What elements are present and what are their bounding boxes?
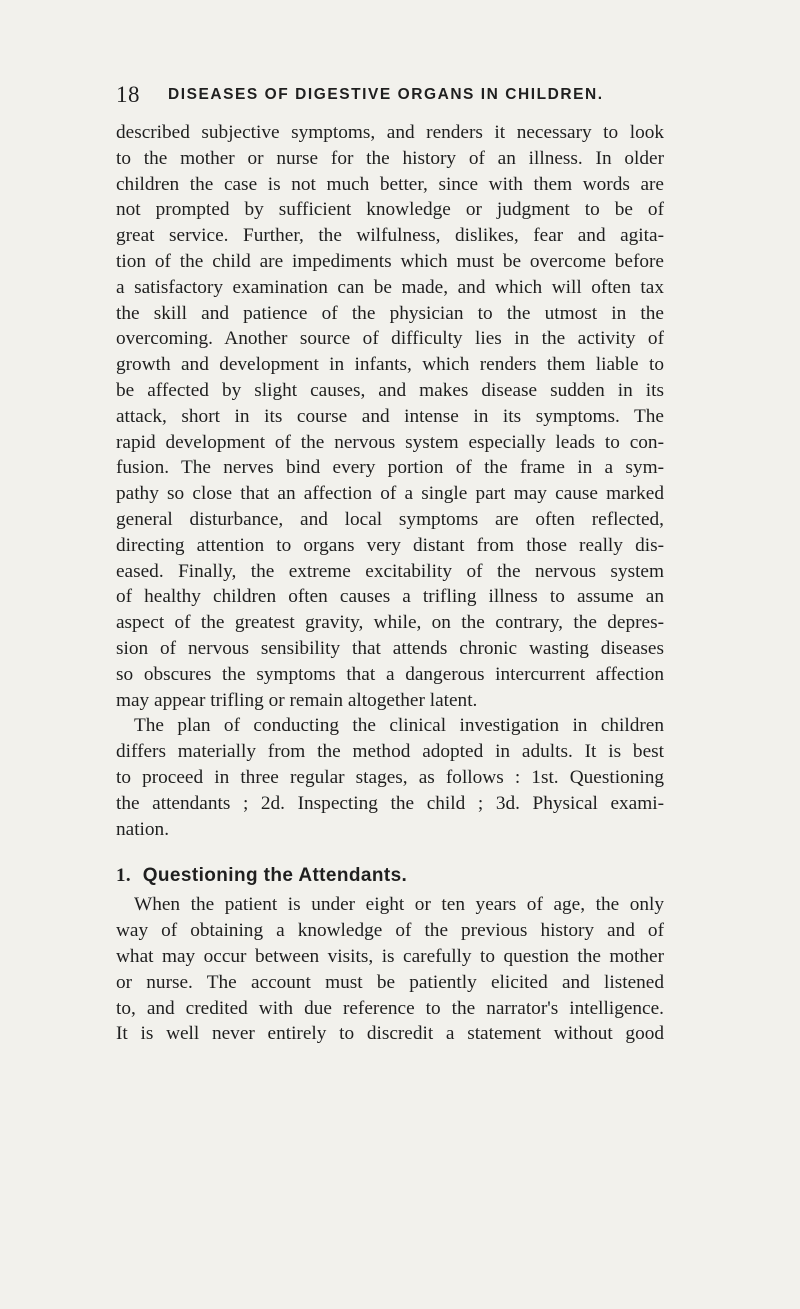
paragraph-continuation: [116, 120, 664, 713]
text-line: overcoming. Another source of difficulty lies in the activity of: [116, 328, 664, 350]
text-line: the attendants ; 2d. Inspecting the child ; 3d. Physical exami-: [116, 792, 664, 814]
text-line: or nurse. The account must be patiently elicited and listened: [116, 971, 664, 993]
text-line: what may occur between visits, is carefully to question the mother: [116, 945, 664, 967]
text-line: directing attention to organs very distant from those really dis-: [116, 534, 664, 556]
text-line: nation.: [116, 818, 170, 840]
section-heading: [116, 862, 664, 890]
text-line: general disturbance, and local symptoms are often reflected,: [116, 508, 664, 530]
text-line: way of obtaining a knowledge of the previous history and of: [116, 920, 664, 942]
text-line: pathy so close that an affection of a single part may cause marked: [116, 483, 664, 505]
page-number: 18: [116, 82, 140, 107]
section-number: 1.: [116, 865, 132, 887]
text-line: may appear trifling or remain altogether latent.: [116, 689, 478, 711]
text-line: aspect of the greatest gravity, while, on the contrary, the depres-: [116, 612, 664, 634]
text-line: differs materially from the method adopted in adults. It is best: [116, 741, 664, 763]
text-line: of healthy children often causes a trifling illness to assume an: [116, 586, 664, 608]
text-line: not prompted by sufficient knowledge or judgment to be of: [116, 199, 664, 221]
section-title: Questioning the Attendants.: [142, 865, 408, 887]
text-line: so obscures the symptoms that a dangerous intercurrent affection: [116, 663, 664, 685]
text-line: to, and credited with due reference to the narrator's intelligence.: [116, 997, 664, 1019]
text-line: a satisfactory examination can be made, and which will often tax: [116, 276, 664, 298]
paragraph-plan: [116, 713, 664, 842]
text-line: children the case is not much better, since with them words are: [116, 173, 664, 195]
text-line: eased. Finally, the extreme excitability of the nervous system: [116, 560, 664, 582]
text-line: great service. Further, the wilfulness, dislikes, fear and agita-: [116, 225, 664, 247]
text-line: It is well never entirely to discredit a statement without good: [116, 1023, 664, 1045]
paragraph-questioning: [116, 892, 664, 1047]
body-text: [116, 120, 664, 1047]
text-line: be affected by slight causes, and makes disease sudden in its: [116, 379, 664, 401]
text-line: attack, short in its course and intense in its symptoms. The: [116, 405, 664, 427]
text-line: rapid development of the nervous system especially leads to con-: [116, 431, 664, 453]
text-line: growth and development in infants, which renders them liable to: [116, 354, 664, 376]
spacer: [116, 842, 664, 862]
text-line: When the patient is under eight or ten years of age, the only: [134, 894, 664, 916]
text-line: to the mother or nurse for the history of an illness. In older: [116, 147, 664, 169]
text-line: to proceed in three regular stages, as follows : 1st. Questioning: [116, 766, 664, 788]
text-line: sion of nervous sensibility that attends chronic wasting diseases: [116, 637, 664, 659]
running-title: DISEASES OF DIGESTIVE ORGANS IN CHILDREN.: [168, 86, 604, 103]
text-line: the skill and patience of the physician to the utmost in the: [116, 302, 664, 324]
text-line: tion of the child are impediments which must be overcome before: [116, 250, 664, 272]
running-head: [116, 82, 664, 110]
text-line: fusion. The nerves bind every portion of the frame in a sym-: [116, 457, 664, 479]
text-line: described subjective symptoms, and renders it necessary to look: [116, 122, 664, 143]
text-line: The plan of conducting the clinical investigation in children: [134, 715, 664, 737]
